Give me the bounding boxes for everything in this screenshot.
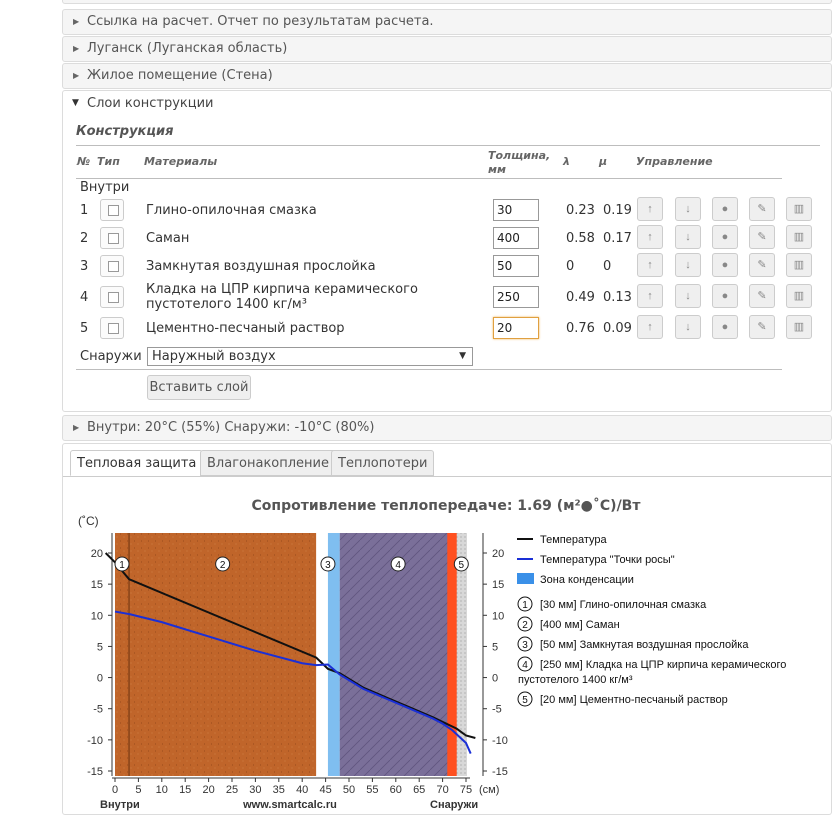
- marker-label: 1: [119, 560, 125, 571]
- y-tick-label: 20: [90, 548, 103, 560]
- arrow-down-icon: ↓: [685, 290, 691, 302]
- pencil-icon: ✎: [757, 290, 767, 302]
- header-thickness: Толщина,: [488, 149, 551, 162]
- legend-layer-1: [518, 597, 707, 611]
- legend-layer-label: [20 мм] Цементно-песчаный раствор: [540, 694, 728, 706]
- marker-label: 5: [458, 560, 465, 571]
- bar-link-report-label: Ссылка на расчет. Отчет по результатам расчета.: [87, 14, 434, 29]
- x-tick-label: 60: [389, 784, 402, 796]
- trash-icon: ▥: [793, 203, 805, 215]
- layer-marker-1: [115, 557, 129, 571]
- legend-layer-label: [400 мм] Саман: [540, 619, 620, 631]
- triangle-down-icon: ▼: [72, 98, 79, 108]
- legend-layer-2: [518, 617, 620, 631]
- arrow-up-icon: ↑: [647, 290, 653, 302]
- dot-icon: ●: [721, 321, 729, 333]
- header-mu: μ: [599, 155, 608, 168]
- row-material: Кладка на ЦПР кирпича керамического пустотелого 1400 кг/м³: [146, 282, 418, 312]
- watermark: www.smartcalc.ru: [243, 799, 337, 811]
- marker-label: 2: [219, 560, 226, 571]
- svg-text:3: 3: [522, 640, 528, 651]
- dot-icon: ●: [721, 290, 729, 302]
- pencil-icon: ✎: [757, 203, 767, 215]
- row-material: Цементно-песчаный раствор: [146, 321, 345, 336]
- legend-layer-label: [30 мм] Глино-опилочная смазка: [540, 599, 707, 611]
- row-num: 2: [80, 231, 89, 246]
- y-tick-label: 0: [492, 672, 499, 685]
- legend-dew: Температура "Точки росы": [540, 554, 675, 566]
- x-tick-label: 35: [272, 784, 285, 796]
- marker-label: 3: [325, 560, 331, 571]
- trash-icon: ▥: [793, 290, 805, 302]
- pencil-icon: ✎: [757, 321, 767, 333]
- header-materials: Материалы: [144, 155, 218, 168]
- svg-text:2: 2: [522, 620, 528, 631]
- dot-icon: ●: [721, 259, 729, 271]
- legend-zone-swatch: [517, 573, 534, 584]
- x-tick-label: 5: [135, 784, 142, 796]
- layers-panel-title: Слои конструкции: [87, 96, 214, 111]
- arrow-up-icon: ↑: [647, 259, 653, 271]
- trash-icon: ▥: [793, 231, 805, 243]
- row-mu: 0.19: [603, 203, 632, 218]
- outside-select-value: Наружный воздух: [152, 349, 276, 364]
- legend-layer-label: [50 мм] Замкнутая воздушная прослойка: [540, 639, 749, 651]
- arrow-down-icon: ↓: [685, 321, 691, 333]
- row-mu: 0.13: [603, 290, 632, 305]
- x-tick-label: 50: [342, 784, 356, 796]
- row-mu: 0.09: [603, 321, 632, 336]
- chart-title: Сопротивление теплопередаче: 1.69 (м²●˚C)/Вт: [251, 498, 641, 514]
- y-tick-label: -10: [492, 734, 508, 747]
- header-lambda: λ: [563, 155, 570, 168]
- x-tick-label: 75: [459, 784, 473, 796]
- triangle-right-icon: ▶: [73, 17, 80, 26]
- legend-temp: Температура: [540, 534, 607, 546]
- header-num: №: [77, 155, 91, 168]
- y-tick-label: -15: [492, 766, 508, 778]
- bar-city-label: Луганск (Луганская область): [87, 41, 288, 56]
- dot-icon: ●: [721, 203, 729, 215]
- triangle-right-icon: ▶: [73, 44, 80, 53]
- y-tick-label: -5: [93, 703, 103, 716]
- outside-label: Снаружи: [80, 349, 142, 364]
- layer-marker-3: [321, 557, 335, 571]
- legend-layer-label: [250 мм] Кладка на ЦПР кирпича керамического: [540, 659, 787, 671]
- y-tick-label: 15: [90, 579, 103, 592]
- y-tick-label: 5: [492, 641, 499, 654]
- x-tick-label: 40: [296, 784, 309, 796]
- row-lambda: 0.76: [566, 321, 595, 336]
- legend-layer-5: [518, 692, 728, 706]
- x-tick-label: 55: [366, 784, 379, 796]
- legend-layer-label-cont: пустотелого 1400 кг/м³: [518, 674, 633, 686]
- header-thickness-unit: мм: [488, 163, 506, 176]
- row-mu: 0.17: [603, 231, 632, 246]
- inside-side-label: Внутри: [100, 799, 140, 811]
- caret-down-icon: ▼: [459, 351, 466, 361]
- arrow-up-icon: ↑: [647, 203, 653, 215]
- y-tick-label: 5: [96, 641, 103, 654]
- y-tick-label: 10: [90, 610, 103, 623]
- bar-climate-label: Внутри: 20°C (55%) Снаружи: -10°C (80%): [87, 420, 375, 435]
- row-material: Замкнутая воздушная прослойка: [146, 259, 376, 274]
- svg-text:4: 4: [522, 660, 528, 671]
- x-tick-label: 20: [202, 784, 215, 796]
- y-tick-label: 20: [492, 548, 505, 560]
- pencil-icon: ✎: [757, 259, 767, 271]
- svg-text:1: 1: [522, 600, 528, 611]
- tab-heat-loss[interactable]: Теплопотери: [331, 450, 434, 476]
- insert-layer-button[interactable]: Вставить слой: [147, 375, 251, 400]
- header-control: Управление: [636, 155, 713, 168]
- row-num: 5: [80, 321, 89, 336]
- bar-room-label: Жилое помещение (Стена): [87, 68, 273, 83]
- layer-marker-2: [216, 557, 230, 571]
- inside-label: Внутри: [80, 180, 130, 195]
- x-tick-label: 25: [225, 784, 239, 796]
- x-tick-label: 10: [155, 784, 168, 796]
- arrow-up-icon: ↑: [647, 321, 653, 333]
- row-lambda: 0.23: [566, 203, 595, 218]
- row-num: 1: [80, 203, 89, 218]
- triangle-right-icon: ▶: [73, 423, 80, 432]
- row-mu: 0: [603, 259, 612, 274]
- layer-marker-5: [454, 557, 468, 571]
- x-tick-label: 30: [249, 784, 262, 796]
- row-material: Саман: [146, 231, 190, 246]
- y-tick-label: -10: [87, 734, 103, 747]
- arrow-down-icon: ↓: [685, 259, 691, 271]
- tab-moisture[interactable]: Влагонакопление: [200, 450, 336, 476]
- trash-icon: ▥: [793, 321, 805, 333]
- row-num: 4: [80, 290, 89, 305]
- dot-icon: ●: [721, 231, 729, 243]
- triangle-right-icon: ▶: [73, 71, 80, 80]
- x-tick-label: 70: [436, 784, 449, 796]
- layer-fill-5-main: [447, 533, 456, 776]
- x-tick-label: 15: [179, 784, 192, 796]
- arrow-down-icon: ↓: [685, 203, 691, 215]
- arrow-down-icon: ↓: [685, 231, 691, 243]
- y-tick-label: 15: [492, 579, 505, 592]
- y-tick-label: -5: [492, 703, 502, 716]
- x-tick-label: 0: [111, 784, 119, 796]
- svg-text:5: 5: [522, 695, 528, 706]
- y-tick-label: 0: [96, 672, 103, 685]
- header-type: Тип: [97, 155, 120, 168]
- x-tick-label: 45: [319, 784, 332, 796]
- row-lambda: 0: [566, 259, 575, 274]
- y-axis-label: (˚C): [78, 514, 99, 528]
- row-material: Глино-опилочная смазка: [146, 203, 317, 218]
- marker-label: 4: [395, 560, 401, 571]
- x-unit-label: (см): [479, 784, 500, 796]
- layer-marker-4: [391, 557, 405, 571]
- tab-heat-protection[interactable]: Тепловая защита: [70, 450, 203, 476]
- y-tick-label: -15: [87, 766, 103, 778]
- row-lambda: 0.58: [566, 231, 595, 246]
- row-lambda: 0.49: [566, 290, 595, 305]
- construction-title: Конструкция: [76, 124, 174, 139]
- legend-zone: Зона конденсации: [540, 574, 634, 586]
- legend-layer-4: [518, 657, 786, 686]
- row-num: 3: [80, 259, 89, 274]
- outside-side-label: Снаружи: [430, 799, 479, 811]
- y-tick-label: 10: [492, 610, 505, 623]
- layer-fills: [115, 533, 467, 776]
- trash-icon: ▥: [793, 259, 805, 271]
- pencil-icon: ✎: [757, 231, 767, 243]
- arrow-up-icon: ↑: [647, 231, 653, 243]
- x-tick-label: 65: [413, 784, 426, 796]
- legend-layer-3: [518, 637, 749, 651]
